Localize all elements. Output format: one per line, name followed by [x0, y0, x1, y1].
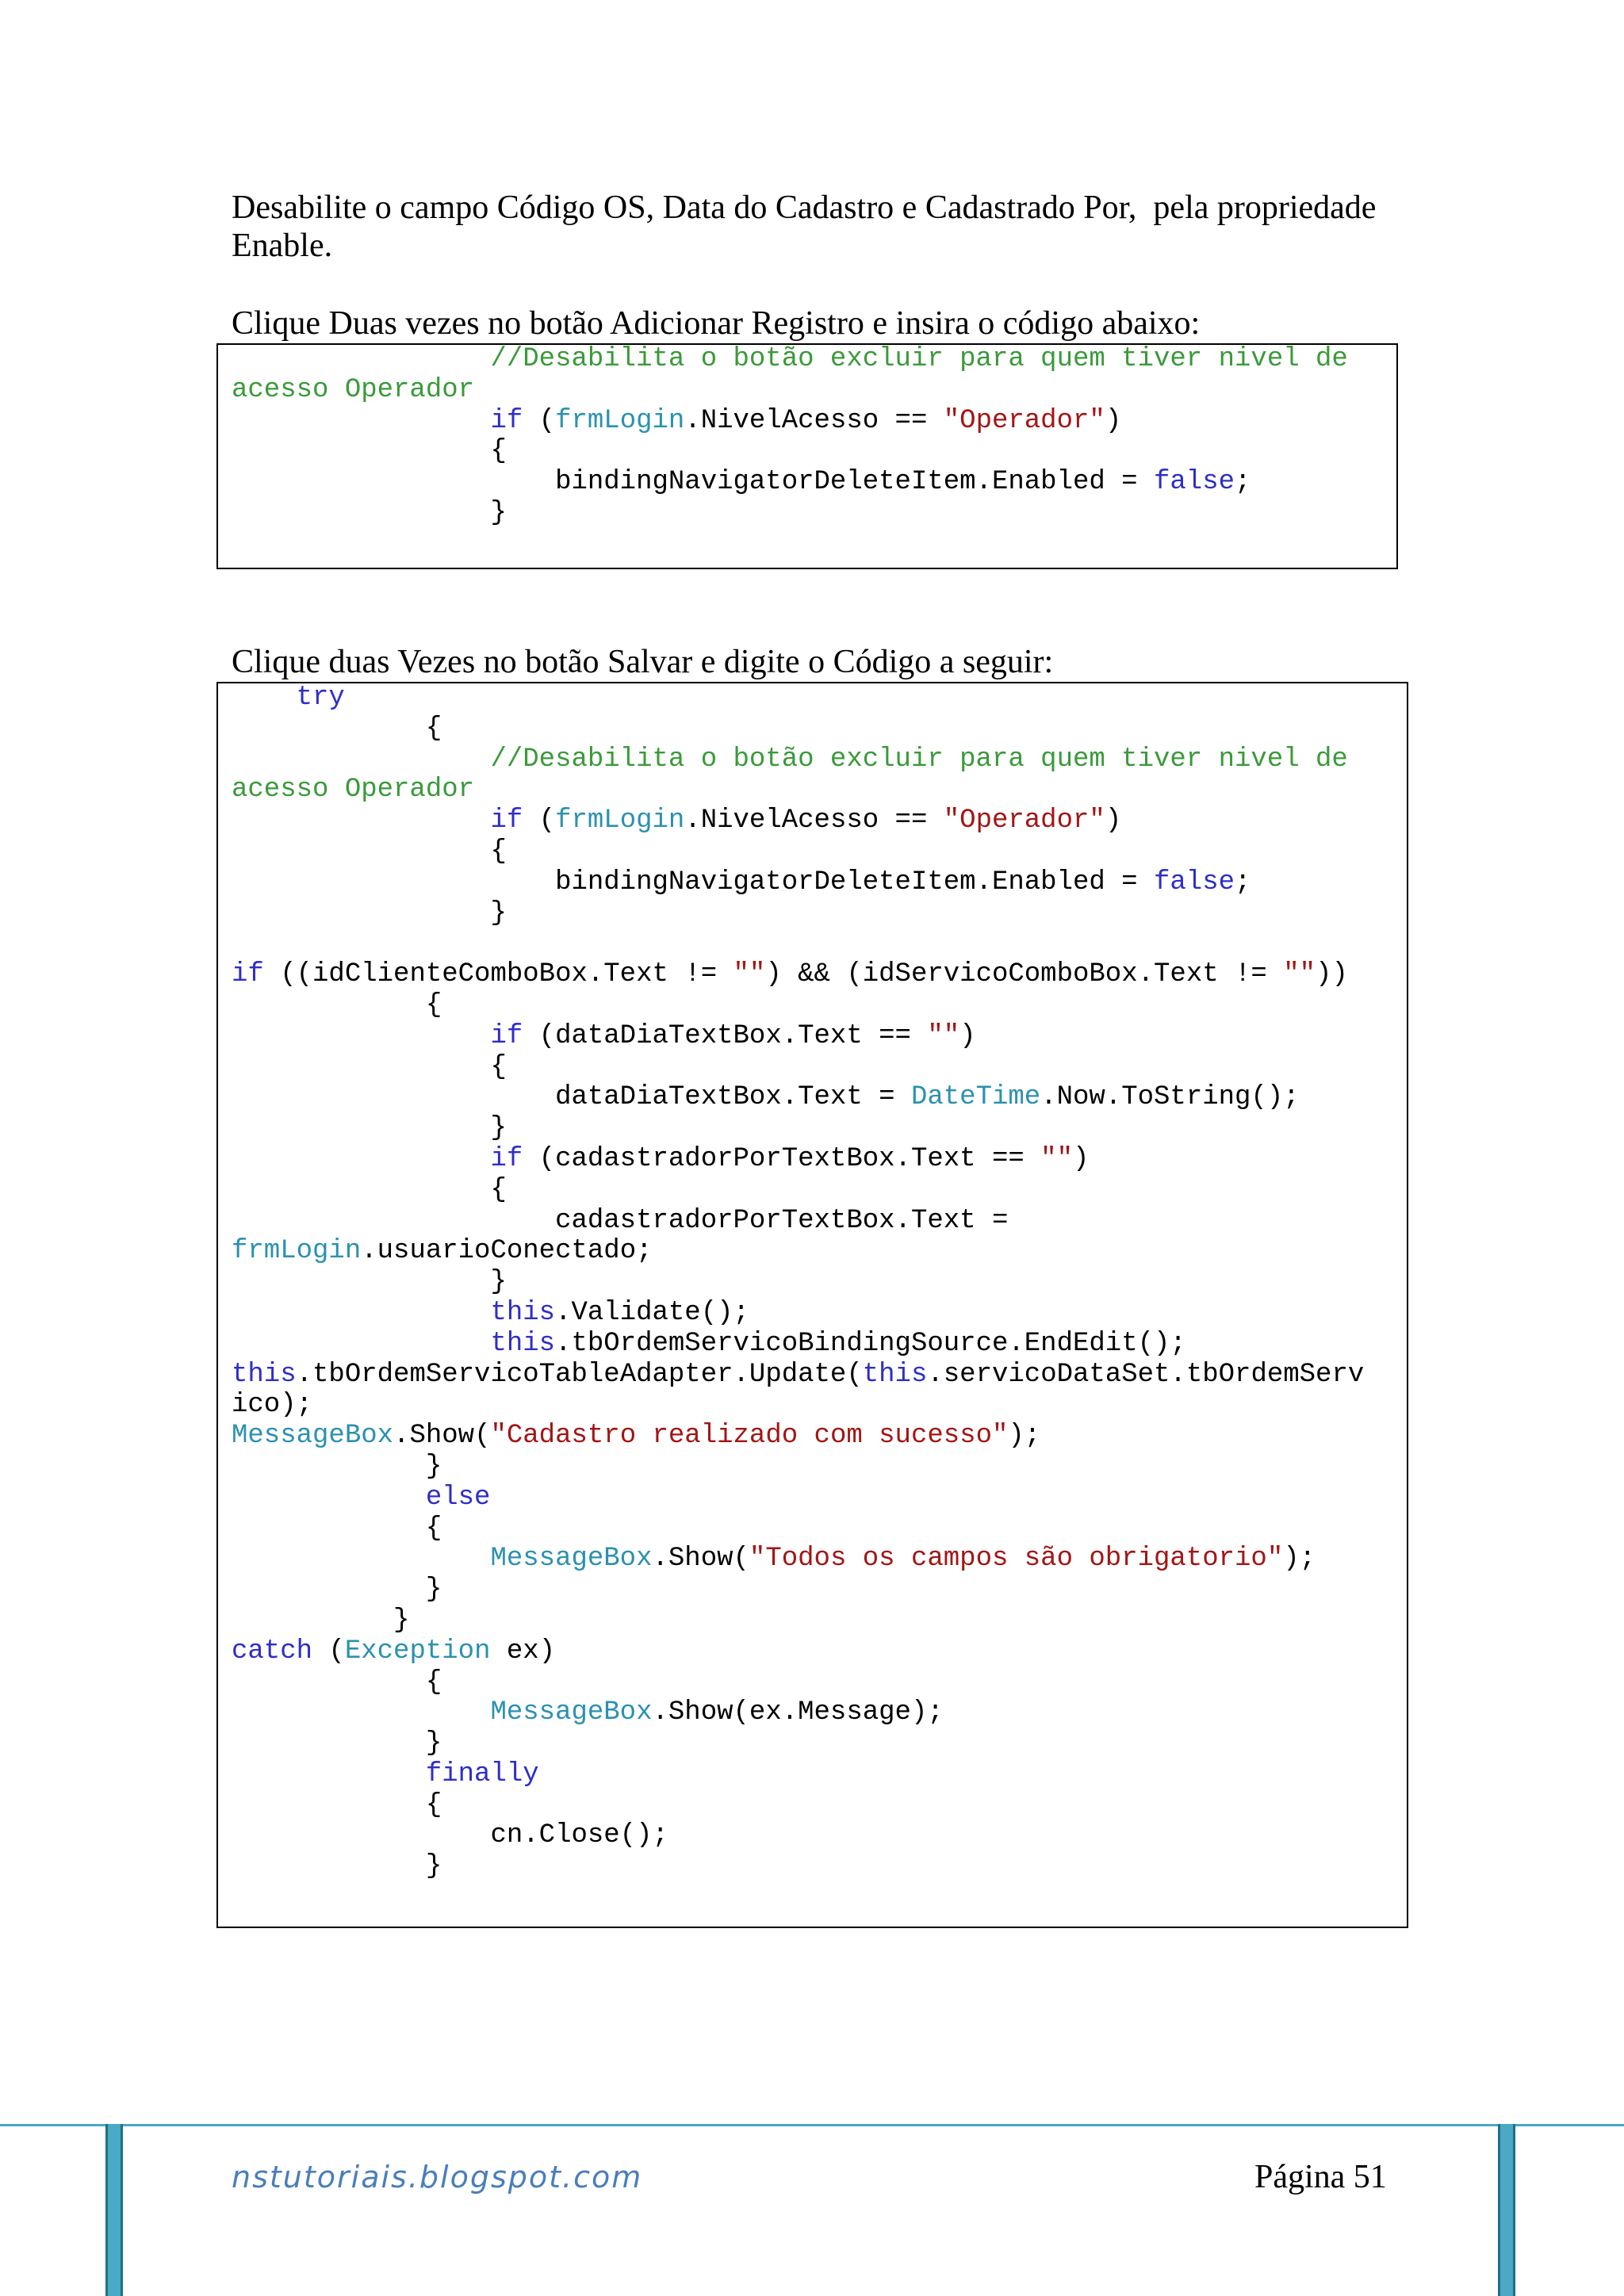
code-line: [232, 1360, 1364, 1391]
code-listing-save: [232, 683, 1364, 1882]
code-token: );: [1283, 1544, 1316, 1575]
code-line: [232, 1267, 1364, 1298]
code-token: }: [232, 1851, 442, 1882]
code-line: [232, 498, 1348, 529]
code-token: .Now.ToString();: [1040, 1082, 1300, 1113]
code-token: (: [523, 806, 556, 836]
code-token: cn.Close();: [232, 1820, 668, 1851]
footer-right-bar: [1498, 2124, 1515, 2296]
code-token: dataDiaTextBox.Text =: [232, 1082, 911, 1113]
code-token: ): [959, 1020, 976, 1051]
code-line: [232, 1206, 1364, 1237]
code-line: [232, 1021, 1364, 1052]
code-token: "": [927, 1020, 960, 1051]
code-line: [232, 375, 1348, 406]
code-token: this: [232, 1359, 297, 1390]
code-token: ): [1105, 405, 1122, 436]
code-token: if: [232, 1143, 523, 1174]
code-token: if: [232, 959, 264, 990]
code-token: }: [232, 497, 507, 528]
instruction-paragraph-3: Clique duas Vezes no botão Salvar e digite o Código a seguir:: [232, 644, 1054, 680]
code-token: .Show(ex.Message);: [652, 1697, 944, 1728]
code-token: }: [232, 1728, 442, 1759]
code-listing-add-record: [232, 344, 1348, 529]
code-line: [232, 1728, 1364, 1759]
code-line: [232, 1113, 1364, 1144]
code-line: [232, 898, 1364, 929]
code-token: false: [1154, 867, 1235, 897]
code-line: [232, 867, 1364, 898]
code-token: {: [232, 1667, 442, 1697]
footer-divider: [0, 2124, 1624, 2126]
code-token: .NivelAcesso ==: [684, 806, 944, 836]
code-token: //Desabilita o botão excluir para quem tiver nivel de: [232, 744, 1348, 775]
code-token: (cadastradorPorTextBox.Text ==: [523, 1143, 1041, 1174]
code-line: [232, 344, 1348, 375]
code-line: [232, 406, 1348, 437]
code-token: "Operador": [943, 405, 1105, 436]
code-token: DateTime: [910, 1082, 1041, 1113]
code-token: catch: [232, 1636, 313, 1667]
code-token: ((idClienteComboBox.Text !=: [263, 959, 733, 990]
code-line: [232, 1483, 1364, 1513]
code-token: try: [232, 683, 345, 713]
code-token: ): [1105, 806, 1122, 836]
code-line: [232, 836, 1364, 867]
code-token: cadastradorPorTextBox.Text =: [232, 1205, 1009, 1236]
code-token: MessageBox: [232, 1697, 653, 1728]
code-line: [232, 1452, 1364, 1483]
code-token: "Operador": [943, 806, 1105, 836]
code-token: {: [232, 989, 442, 1020]
code-token: .NivelAcesso ==: [684, 405, 944, 436]
code-token: {: [232, 1513, 442, 1544]
code-line: [232, 1851, 1364, 1882]
code-line: [232, 806, 1364, 836]
code-token: acesso Operador: [232, 374, 475, 405]
code-line: [232, 1082, 1364, 1113]
code-token: "": [1040, 1143, 1073, 1174]
code-token: {: [232, 1051, 507, 1082]
code-line: [232, 714, 1364, 744]
code-line: [232, 1421, 1364, 1452]
code-token: frmLogin: [232, 1236, 362, 1267]
code-token: .usuarioConectado;: [361, 1236, 653, 1267]
code-token: else: [232, 1482, 491, 1513]
code-token: "Todos os campos são obrigatorio": [749, 1544, 1284, 1575]
code-token: finally: [232, 1758, 539, 1789]
code-line: [232, 1298, 1364, 1329]
code-token: ico);: [232, 1390, 313, 1421]
code-token: MessageBox: [232, 1544, 653, 1575]
footer-site-link[interactable]: nstutoriais.blogspot.com: [232, 2160, 643, 2195]
code-line: [232, 436, 1348, 467]
instruction-paragraph-2: Clique Duas vezes no botão Adicionar Registro e insira o código abaixo:: [232, 305, 1201, 342]
code-token: .Show(: [393, 1421, 491, 1452]
code-token: frmLogin: [555, 806, 685, 836]
code-token: }: [232, 1113, 507, 1144]
code-token: "": [1283, 959, 1316, 990]
code-line: [232, 1052, 1364, 1083]
code-line: [232, 1144, 1364, 1175]
code-line: [232, 990, 1364, 1021]
code-token: {: [232, 436, 507, 467]
code-line: [232, 1575, 1364, 1605]
code-token: .tbOrdemServicoTableAdapter.Update(: [296, 1359, 863, 1390]
code-line: [232, 1697, 1364, 1728]
code-line: [232, 959, 1364, 990]
code-line: [232, 1329, 1364, 1360]
code-line: [232, 1759, 1364, 1790]
code-token: ;: [1235, 867, 1251, 897]
code-token: {: [232, 1789, 442, 1820]
code-token: false: [1154, 467, 1235, 498]
code-token: "Cadastro realizado com sucesso": [490, 1421, 1009, 1452]
code-token: this: [232, 1328, 556, 1359]
code-line: [232, 1544, 1364, 1575]
code-line: [232, 1513, 1364, 1544]
code-token: (: [312, 1636, 345, 1667]
code-token: bindingNavigatorDeleteItem.Enabled =: [232, 867, 1154, 897]
code-token: frmLogin: [555, 405, 685, 436]
code-token: .Validate();: [555, 1297, 749, 1328]
footer-page-number: Página 51: [1254, 2159, 1387, 2195]
code-token: ex): [490, 1636, 556, 1667]
footer-left-bar: [105, 2124, 123, 2296]
code-token: .Show(: [652, 1544, 749, 1575]
code-token: }: [232, 1267, 507, 1298]
code-line: [232, 1790, 1364, 1821]
code-token: ): [1072, 1143, 1090, 1174]
code-line: [232, 1175, 1364, 1206]
code-token: .servicoDataSet.tbOrdemServ: [927, 1359, 1365, 1390]
code-token: Exception: [344, 1636, 491, 1667]
code-token: }: [232, 1605, 410, 1636]
code-line: [232, 1390, 1364, 1421]
code-token: {: [232, 713, 442, 744]
code-line: [232, 1820, 1364, 1851]
code-line: [232, 775, 1364, 806]
code-token: {: [232, 1174, 507, 1205]
code-token: if: [232, 1020, 523, 1051]
code-token: if: [232, 806, 523, 836]
code-token: )): [1316, 959, 1348, 990]
code-token: if: [232, 405, 523, 436]
code-token: MessageBox: [232, 1421, 394, 1452]
code-line: [232, 1605, 1364, 1636]
code-line: [232, 744, 1364, 775]
instruction-paragraph-1: Desabilite o campo Código OS, Data do Cadastro e Cadastrado Por, pela propriedade Enable.: [232, 189, 1377, 264]
code-token: acesso Operador: [232, 775, 475, 806]
code-line: [232, 467, 1348, 498]
code-token: ) && (idServicoComboBox.Text !=: [765, 959, 1284, 990]
code-token: );: [1008, 1421, 1041, 1452]
code-token: (: [523, 405, 556, 436]
code-line: [232, 1236, 1364, 1267]
code-token: this: [232, 1297, 556, 1328]
code-token: ;: [1235, 467, 1251, 498]
code-token: .tbOrdemServicoBindingSource.EndEdit();: [555, 1328, 1186, 1359]
code-token: }: [232, 897, 507, 928]
code-token: {: [232, 836, 507, 867]
code-token: (dataDiaTextBox.Text ==: [523, 1020, 928, 1051]
code-token: this: [862, 1359, 928, 1390]
code-line: [232, 928, 1364, 959]
code-token: }: [232, 1451, 442, 1482]
code-token: "": [733, 959, 766, 990]
code-line: [232, 683, 1364, 714]
code-token: bindingNavigatorDeleteItem.Enabled =: [232, 467, 1154, 498]
code-line: [232, 1636, 1364, 1667]
code-line: [232, 1667, 1364, 1698]
code-token: //Desabilita o botão excluir para quem tiver nivel de: [232, 344, 1348, 374]
code-token: }: [232, 1575, 442, 1605]
